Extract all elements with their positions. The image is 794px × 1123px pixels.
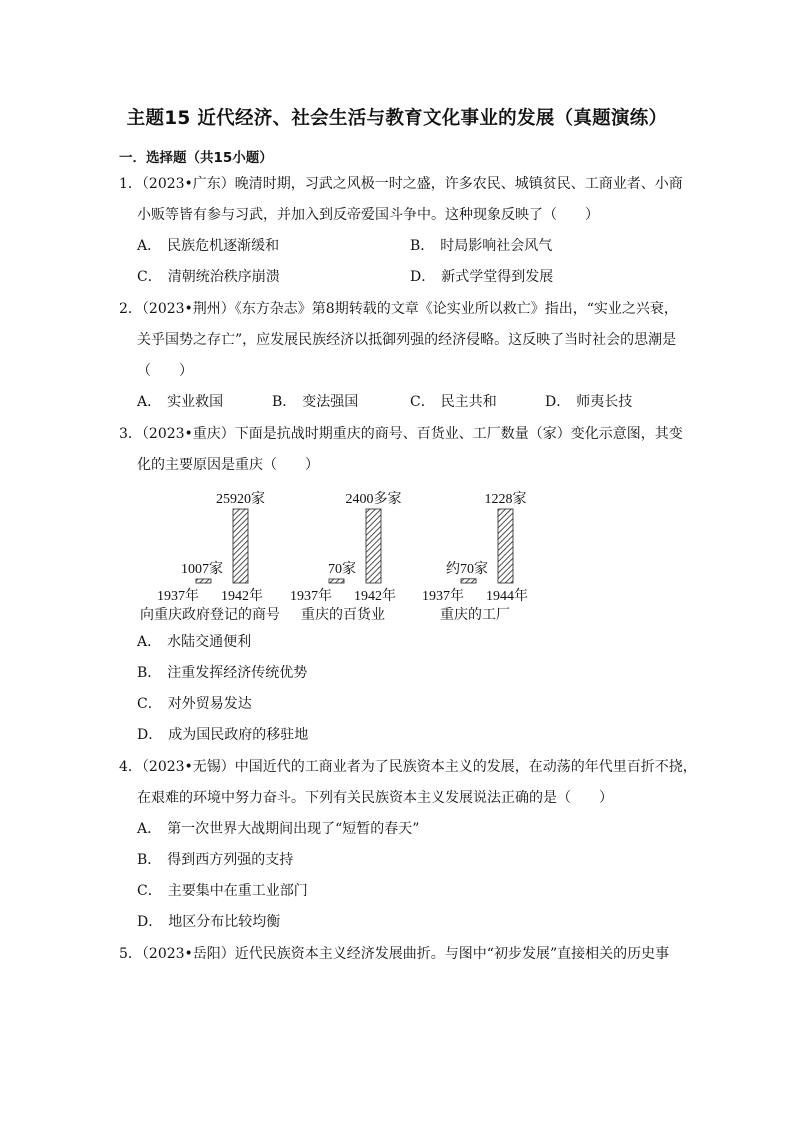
question-4-option-a[interactable]: A． 第一次世界大战期间出现了“短暂的春天” bbox=[137, 821, 420, 837]
chart-1-category-label-1: 1937年 bbox=[157, 589, 199, 604]
question-2-option-c[interactable]: C． 民主共和 bbox=[410, 394, 497, 410]
question-1-option-a[interactable]: A． 民族危机逐渐缓和 bbox=[137, 238, 280, 254]
chart-3-category-label-2: 1944年 bbox=[486, 589, 528, 604]
question-1-option-d[interactable]: D． 新式学堂得到发展 bbox=[410, 269, 554, 285]
question-3-line-2: 化的主要原因是重庆（ ） bbox=[137, 457, 319, 473]
chart-1-category-label-2: 1942年 bbox=[221, 589, 263, 604]
question-2-line-1: 2．（2023•荆州）《东方杂志》第8期转载的文章《论实业所以救亡》指出，“实业之兴衰， bbox=[119, 301, 678, 317]
chart-1-value-label-1: 1007家 bbox=[181, 562, 223, 577]
question-1-line-1: 1．（2023•广东）晚清时期，习武之风极一时之盛，许多农民、城镇贫民、工商业者、小商 bbox=[119, 176, 683, 192]
chart-3-value-label-1: 约70家 bbox=[446, 561, 488, 577]
question-3-line-1: 3．（2023•重庆）下面是抗战时期重庆的商号、百货业、工厂数量（家）变化示意图，其变 bbox=[119, 426, 683, 442]
chart-1-bar-2 bbox=[233, 509, 248, 583]
question-4-option-d[interactable]: D． 地区分布比较均衡 bbox=[137, 914, 281, 930]
bar-chart-figure bbox=[136, 482, 528, 627]
chart-2-category-label-1: 1937年 bbox=[290, 589, 332, 604]
chart-2-category-label-2: 1942年 bbox=[354, 589, 396, 604]
question-2-line-2: 关乎国势之存亡”，应发展民族经济以抵御列强的经济侵略。这反映了当时社会的思潮是 bbox=[137, 332, 677, 348]
question-4-option-b[interactable]: B． 得到西方列强的支持 bbox=[137, 852, 294, 868]
question-1-option-c[interactable]: C． 清朝统治秩序崩溃 bbox=[137, 269, 280, 285]
chart-2-bar-2 bbox=[366, 509, 381, 583]
question-2-option-d[interactable]: D． 师夷长技 bbox=[545, 394, 633, 410]
chart-3-value-label-2: 1228家 bbox=[484, 492, 527, 507]
question-4-line-1: 4．（2023•无锡）中国近代的工商业者为了民族资本主义的发展，在动荡的年代里百折不挠， bbox=[119, 759, 697, 775]
page-title: 主题15 近代经济、社会生活与教育文化事业的发展（真题演练） bbox=[126, 108, 668, 129]
chart-2-caption: 重庆的百货业 bbox=[301, 608, 385, 623]
question-1-line-2: 小贩等皆有参与习武，并加入到反帝爱国斗争中。这种现象反映了（ ） bbox=[137, 207, 599, 223]
question-4-option-c[interactable]: C． 主要集中在重工业部门 bbox=[137, 883, 308, 899]
chart-1-bar-1 bbox=[196, 579, 211, 583]
chart-2-value-label-2: 2400多家 bbox=[345, 492, 402, 507]
section-heading: 一．选择题（共15小题） bbox=[119, 150, 273, 166]
chart-1-caption: 向重庆政府登记的商号 bbox=[140, 608, 280, 623]
chart-3-bar-2 bbox=[498, 509, 513, 583]
chart-1-value-label-2: 25920家 bbox=[216, 492, 265, 507]
chart-2-value-label-1: 70家 bbox=[328, 562, 356, 577]
question-3-option-d[interactable]: D． 成为国民政府的移驻地 bbox=[137, 727, 309, 743]
question-2-line-3: （ ） bbox=[137, 363, 193, 379]
question-3-option-c[interactable]: C． 对外贸易发达 bbox=[137, 696, 252, 712]
question-2-option-a[interactable]: A． 实业救国 bbox=[137, 394, 224, 410]
chart-3-caption: 重庆的工厂 bbox=[440, 608, 510, 623]
question-2-option-b[interactable]: B． 变法强国 bbox=[272, 394, 359, 410]
chart-2-bar-1 bbox=[329, 579, 344, 583]
question-3-option-b[interactable]: B． 注重发挥经济传统优势 bbox=[137, 665, 308, 681]
question-3-option-a[interactable]: A． 水陆交通便利 bbox=[137, 634, 252, 650]
chart-3-category-label-1: 1937年 bbox=[422, 589, 464, 604]
question-5-line-1: 5．（2023•岳阳）近代民族资本主义经济发展曲折。与图中“初步发展”直接相关的历史事 bbox=[119, 946, 670, 962]
question-4-line-2: 在艰难的环境中努力奋斗。下列有关民族资本主义发展说法正确的是（ ） bbox=[137, 790, 613, 806]
question-1-option-b[interactable]: B． 时局影响社会风气 bbox=[410, 238, 553, 254]
chart-3-bar-1 bbox=[461, 579, 476, 583]
